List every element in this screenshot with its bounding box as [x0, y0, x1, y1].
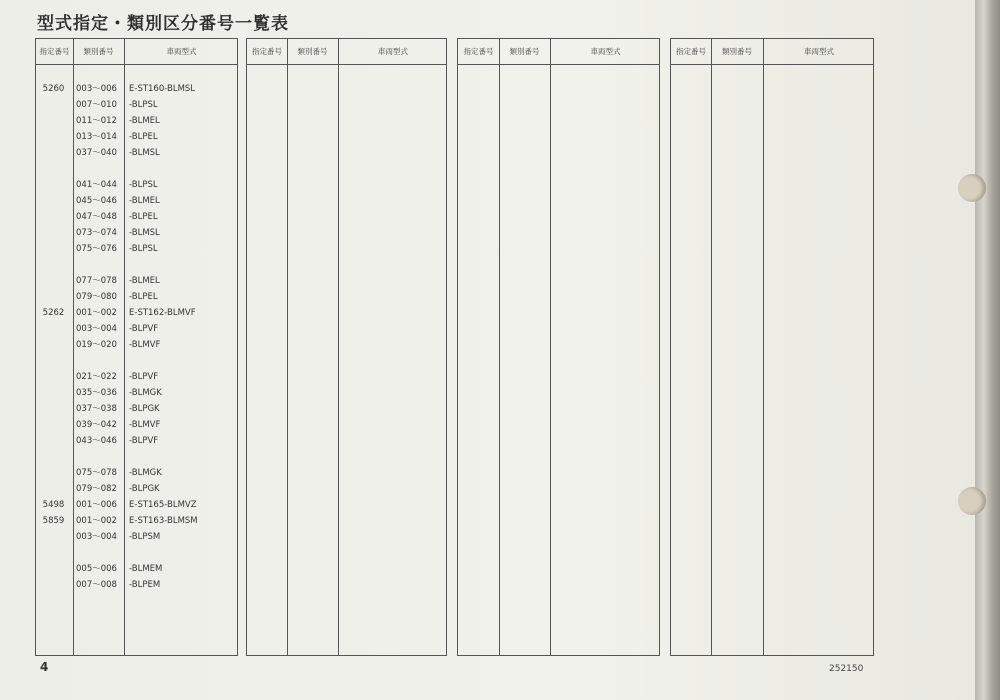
- model-cell: -BLPEL: [129, 212, 158, 222]
- table-row: [36, 403, 237, 415]
- header-divider: [247, 64, 446, 65]
- model-cell: -BLPGK: [129, 404, 160, 414]
- table-row: [36, 211, 237, 223]
- model-cell: -BLPVF: [129, 436, 159, 446]
- category-cell: 011～012: [76, 116, 117, 126]
- table-row: [36, 195, 237, 207]
- header-divider: [671, 64, 873, 65]
- header-category-no: 類別番号: [722, 47, 752, 56]
- header-category-no: 類別番号: [297, 47, 328, 56]
- category-cell: 003～004: [76, 532, 117, 542]
- category-cell: 037～040: [76, 148, 117, 158]
- page-title: 型式指定・類別区分番号一覧表: [37, 14, 289, 34]
- category-cell: 007～008: [76, 580, 117, 590]
- category-cell: 045～046: [76, 196, 117, 206]
- designation-cell: 5262: [42, 308, 65, 318]
- column-divider: [763, 39, 764, 655]
- table-row: [36, 483, 237, 495]
- table-row: [36, 99, 237, 111]
- table-row: [36, 531, 237, 543]
- model-cell: -BLPSM: [129, 532, 161, 542]
- category-cell: 001～002: [76, 308, 117, 318]
- category-cell: 003～004: [76, 324, 117, 334]
- designation-cell: 5859: [42, 516, 65, 526]
- model-cell: -BLPVF: [129, 324, 159, 334]
- column-divider: [711, 39, 712, 655]
- model-cell: E-ST162-BLMVF: [129, 308, 196, 318]
- model-cell: E-ST165-BLMVZ: [129, 500, 197, 510]
- table-row: [36, 243, 237, 255]
- header-category-no: 類別番号: [509, 47, 540, 56]
- category-cell: 001～002: [76, 516, 117, 526]
- category-cell: 079～082: [76, 484, 117, 494]
- header-vehicle-model: 車両型式: [804, 47, 834, 56]
- table-row: [36, 307, 237, 319]
- model-cell: -BLMEL: [129, 196, 160, 206]
- table-3: [457, 38, 660, 656]
- header-category-no: 類別番号: [83, 47, 114, 56]
- column-divider: [550, 39, 551, 655]
- column-divider: [287, 39, 288, 655]
- table-row: [36, 291, 237, 303]
- table-row: [36, 227, 237, 239]
- model-cell: -BLMVF: [129, 420, 161, 430]
- column-divider: [338, 39, 339, 655]
- header-designation-no: 指定番号: [252, 47, 282, 56]
- category-cell: 007～010: [76, 100, 117, 110]
- category-cell: 079～080: [76, 292, 117, 302]
- table-row: [36, 515, 237, 527]
- table-row: [36, 563, 237, 575]
- model-cell: -BLPSL: [129, 244, 158, 254]
- binder-spine: [975, 0, 1000, 700]
- designation-cell: 5260: [42, 84, 65, 94]
- model-cell: -BLPGK: [129, 484, 160, 494]
- table-row: [36, 499, 237, 511]
- model-cell: -BLPSL: [129, 100, 158, 110]
- header-vehicle-model: 車両型式: [590, 47, 621, 56]
- category-cell: 075～076: [76, 244, 117, 254]
- table-row: [36, 371, 237, 383]
- model-cell: -BLMVF: [129, 340, 161, 350]
- column-divider: [499, 39, 500, 655]
- category-cell: 005～006: [76, 564, 117, 574]
- model-cell: -BLPEL: [129, 292, 158, 302]
- model-cell: -BLPEM: [129, 580, 161, 590]
- table-row: [36, 387, 237, 399]
- header-divider: [458, 64, 659, 65]
- model-cell: E-ST163-BLMSM: [129, 516, 198, 526]
- header-divider: [36, 64, 237, 65]
- document-code: 252150: [829, 664, 864, 674]
- category-cell: 037～038: [76, 404, 117, 414]
- category-cell: 077～078: [76, 276, 117, 286]
- category-cell: 041～044: [76, 180, 117, 190]
- category-cell: 075～078: [76, 468, 117, 478]
- header-designation-no: 指定番号: [39, 47, 70, 56]
- header-vehicle-model: 車両型式: [166, 47, 197, 56]
- category-cell: 013～014: [76, 132, 117, 142]
- page-number: 4: [40, 660, 49, 674]
- punch-hole: [958, 487, 986, 515]
- punch-hole: [958, 174, 986, 202]
- category-cell: 019～020: [76, 340, 117, 350]
- table-row: [36, 83, 237, 95]
- category-cell: 047～048: [76, 212, 117, 222]
- table-2: [246, 38, 447, 656]
- table-row: [36, 339, 237, 351]
- category-cell: 035～036: [76, 388, 117, 398]
- model-cell: -BLPEL: [129, 132, 158, 142]
- model-cell: -BLPVF: [129, 372, 159, 382]
- table-row: [36, 467, 237, 479]
- model-cell: -BLMGK: [129, 388, 162, 398]
- model-cell: -BLMEL: [129, 116, 160, 126]
- category-cell: 003～006: [76, 84, 117, 94]
- designation-cell: 5498: [42, 500, 65, 510]
- table-row: [36, 147, 237, 159]
- model-cell: E-ST160-BLMSL: [129, 84, 196, 94]
- category-cell: 021～022: [76, 372, 117, 382]
- table-row: [36, 579, 237, 591]
- header-designation-no: 指定番号: [676, 47, 706, 56]
- model-cell: -BLMSL: [129, 228, 160, 238]
- category-cell: 001～006: [76, 500, 117, 510]
- model-cell: -BLPSL: [129, 180, 158, 190]
- model-cell: -BLMEM: [129, 564, 163, 574]
- model-cell: -BLMSL: [129, 148, 160, 158]
- header-designation-no: 指定番号: [463, 47, 494, 56]
- table-row: [36, 179, 237, 191]
- table-1: [35, 38, 238, 656]
- table-row: [36, 275, 237, 287]
- header-vehicle-model: 車両型式: [378, 47, 408, 56]
- table-4: [670, 38, 874, 656]
- table-row: [36, 115, 237, 127]
- category-cell: 043～046: [76, 436, 117, 446]
- table-row: [36, 419, 237, 431]
- table-row: [36, 435, 237, 447]
- table-row: [36, 131, 237, 143]
- category-cell: 039～042: [76, 420, 117, 430]
- model-cell: -BLMGK: [129, 468, 162, 478]
- model-cell: -BLMEL: [129, 276, 160, 286]
- category-cell: 073～074: [76, 228, 117, 238]
- table-row: [36, 323, 237, 335]
